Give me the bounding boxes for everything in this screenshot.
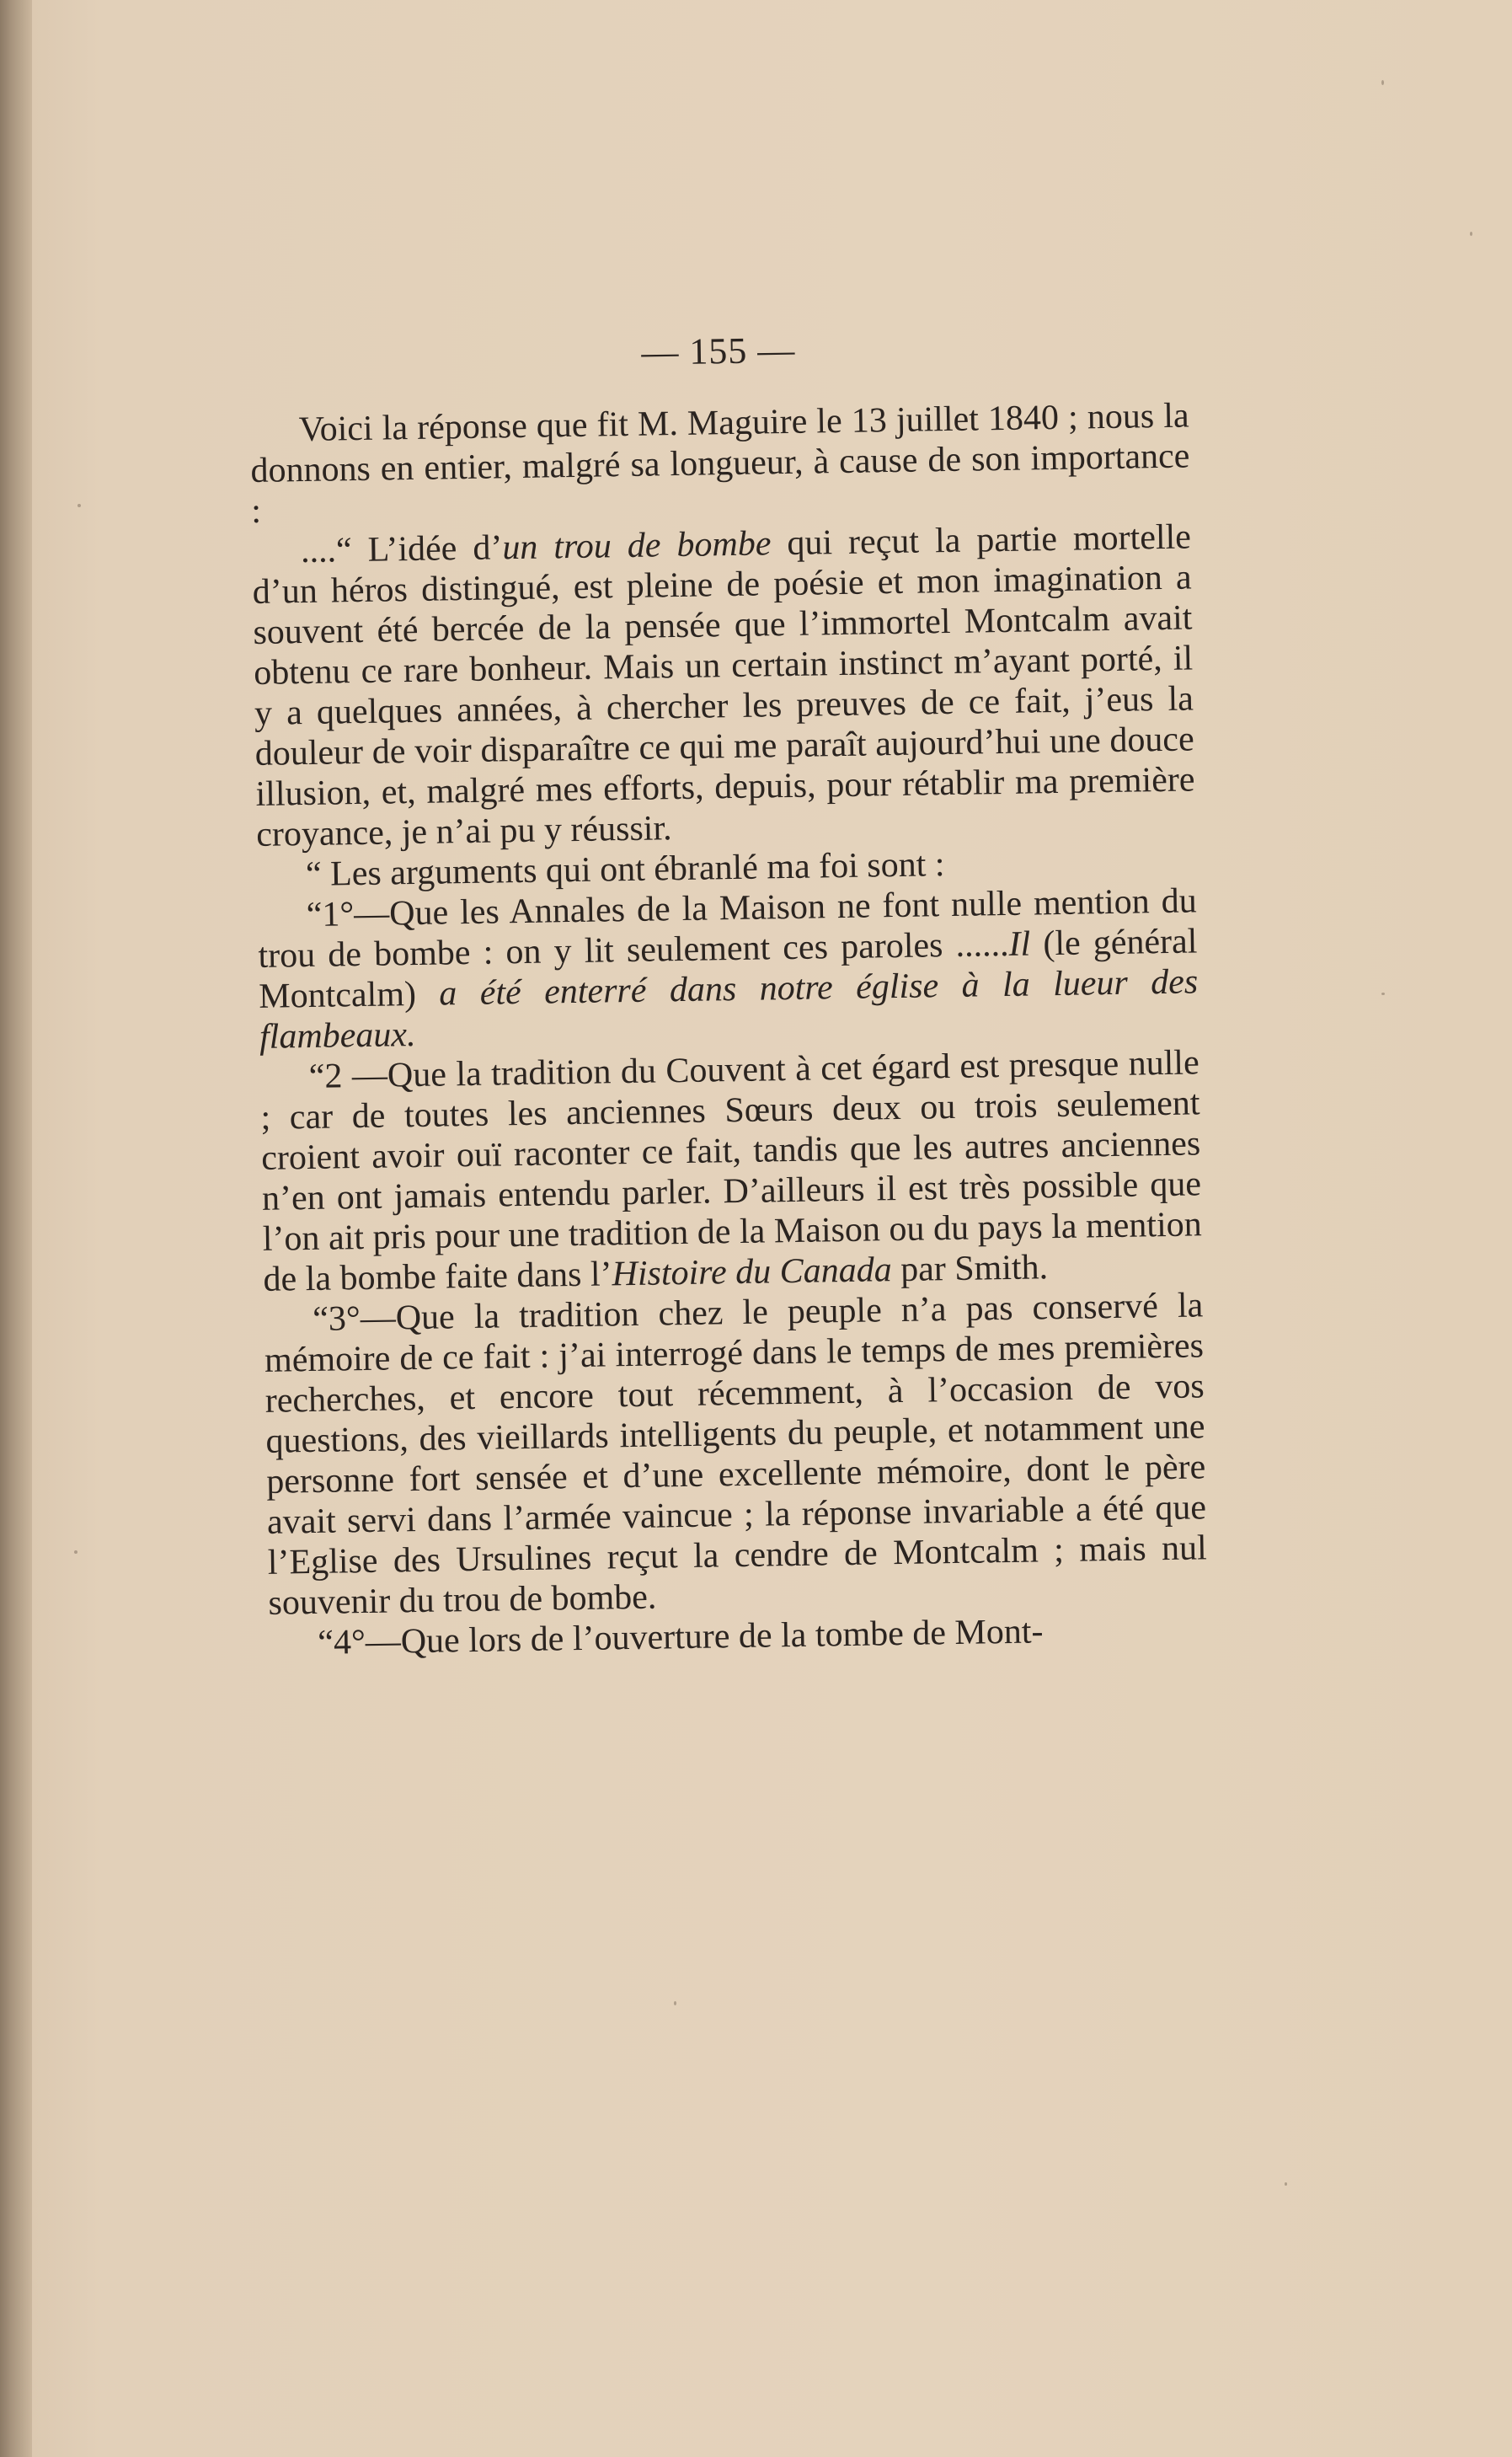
italic-run: Histoire du Canada <box>612 1250 892 1294</box>
italic-run: un trou de bombe <box>501 524 772 568</box>
paragraph-argument-4: “4°—Que lors de l’ouverture de la tombe de Mont- <box>317 1612 1044 1662</box>
paragraph-arguments-intro: “ Les arguments qui ont ébranlé ma foi sont : <box>305 845 945 895</box>
paragraph-argument-3: “3°—Que la tradition chez le peuple n’a pas conservé la mémoire de ce fait : j’ai interrogé dans le temps de mes premières recherches, et encore tout récemment, à l’occasion de vos questions, des vieillards intelligents du peuple, et notamment une personne fort sensée et d’une excellente mémoire, dont le père avait servi dans l’armée vaincue ; la réponse invariable a été que l’Eglise des Ursulines reçut la cendre de Montcalm ; mais nul souvenir du trou de bombe. <box>264 1286 1208 1623</box>
text-run: (le général Montcalm) <box>258 922 1198 1016</box>
text-run: “2 —Que la tradition du Couvent à cet égard est presque nulle ; car de toutes les anciennes Sœurs deux ou trois seulement croient avoir ouï raconter ce fait, tandis que les autres anciennes n’en ont jamais entendu parler. D’ailleurs il est très possible que l’on ait pris pour une tradition de la Maison ou du pays la mention de la bombe faite dans l’ <box>260 1043 1203 1299</box>
paper-speck <box>77 504 81 507</box>
paper-speck <box>1285 2182 1287 2186</box>
text-run: par Smith. <box>891 1248 1049 1290</box>
page-text-block <box>248 322 1209 1663</box>
paragraph-argument-2 <box>259 1042 1202 1299</box>
book-gutter <box>0 0 32 2457</box>
paragraph-argument-1 <box>257 881 1199 1057</box>
text-run: “1°—Que les Annales de la Maison ne font nulle mention du trou de bombe : on y lit seulement ces paroles ...... <box>258 881 1198 976</box>
paper-speck <box>1470 232 1472 236</box>
text-run: ....“ L’idée d’ <box>300 528 503 571</box>
paper-speck <box>74 1550 77 1554</box>
paragraph-intro: Voici la réponse que fit M. Maguire le 13 juillet 1840 ; nous la donnons en entier, malgré sa longueur, à cause de son importance : <box>250 396 1190 531</box>
text-run: qui reçut la partie mortelle d’un héros distingué, est pleine de poésie et mon imagination a souvent été bercée de la pensée que l’immortel Montcalm avait obtenu ce rare bonheur. Mais un certain instinct m’ayant porté, il y a quelques années, à chercher les preuves de ce fait, j’eus la douleur de voir disparaître ce qui me paraît aujourd’hui une douce illusion, et, malgré mes efforts, depuis, pour rétablir ma première croyance, je n’ai pu y réussir. <box>252 517 1195 854</box>
paper-speck <box>1381 993 1385 995</box>
page-number: — 155 — <box>640 329 796 373</box>
italic-run: Il <box>1008 924 1031 964</box>
paper-speck <box>674 2001 676 2005</box>
paragraph-quote-opening <box>252 517 1196 854</box>
paper-speck <box>1381 80 1384 85</box>
italic-run: a été enterré dans notre église à la lueur des flambeaux. <box>259 962 1199 1057</box>
